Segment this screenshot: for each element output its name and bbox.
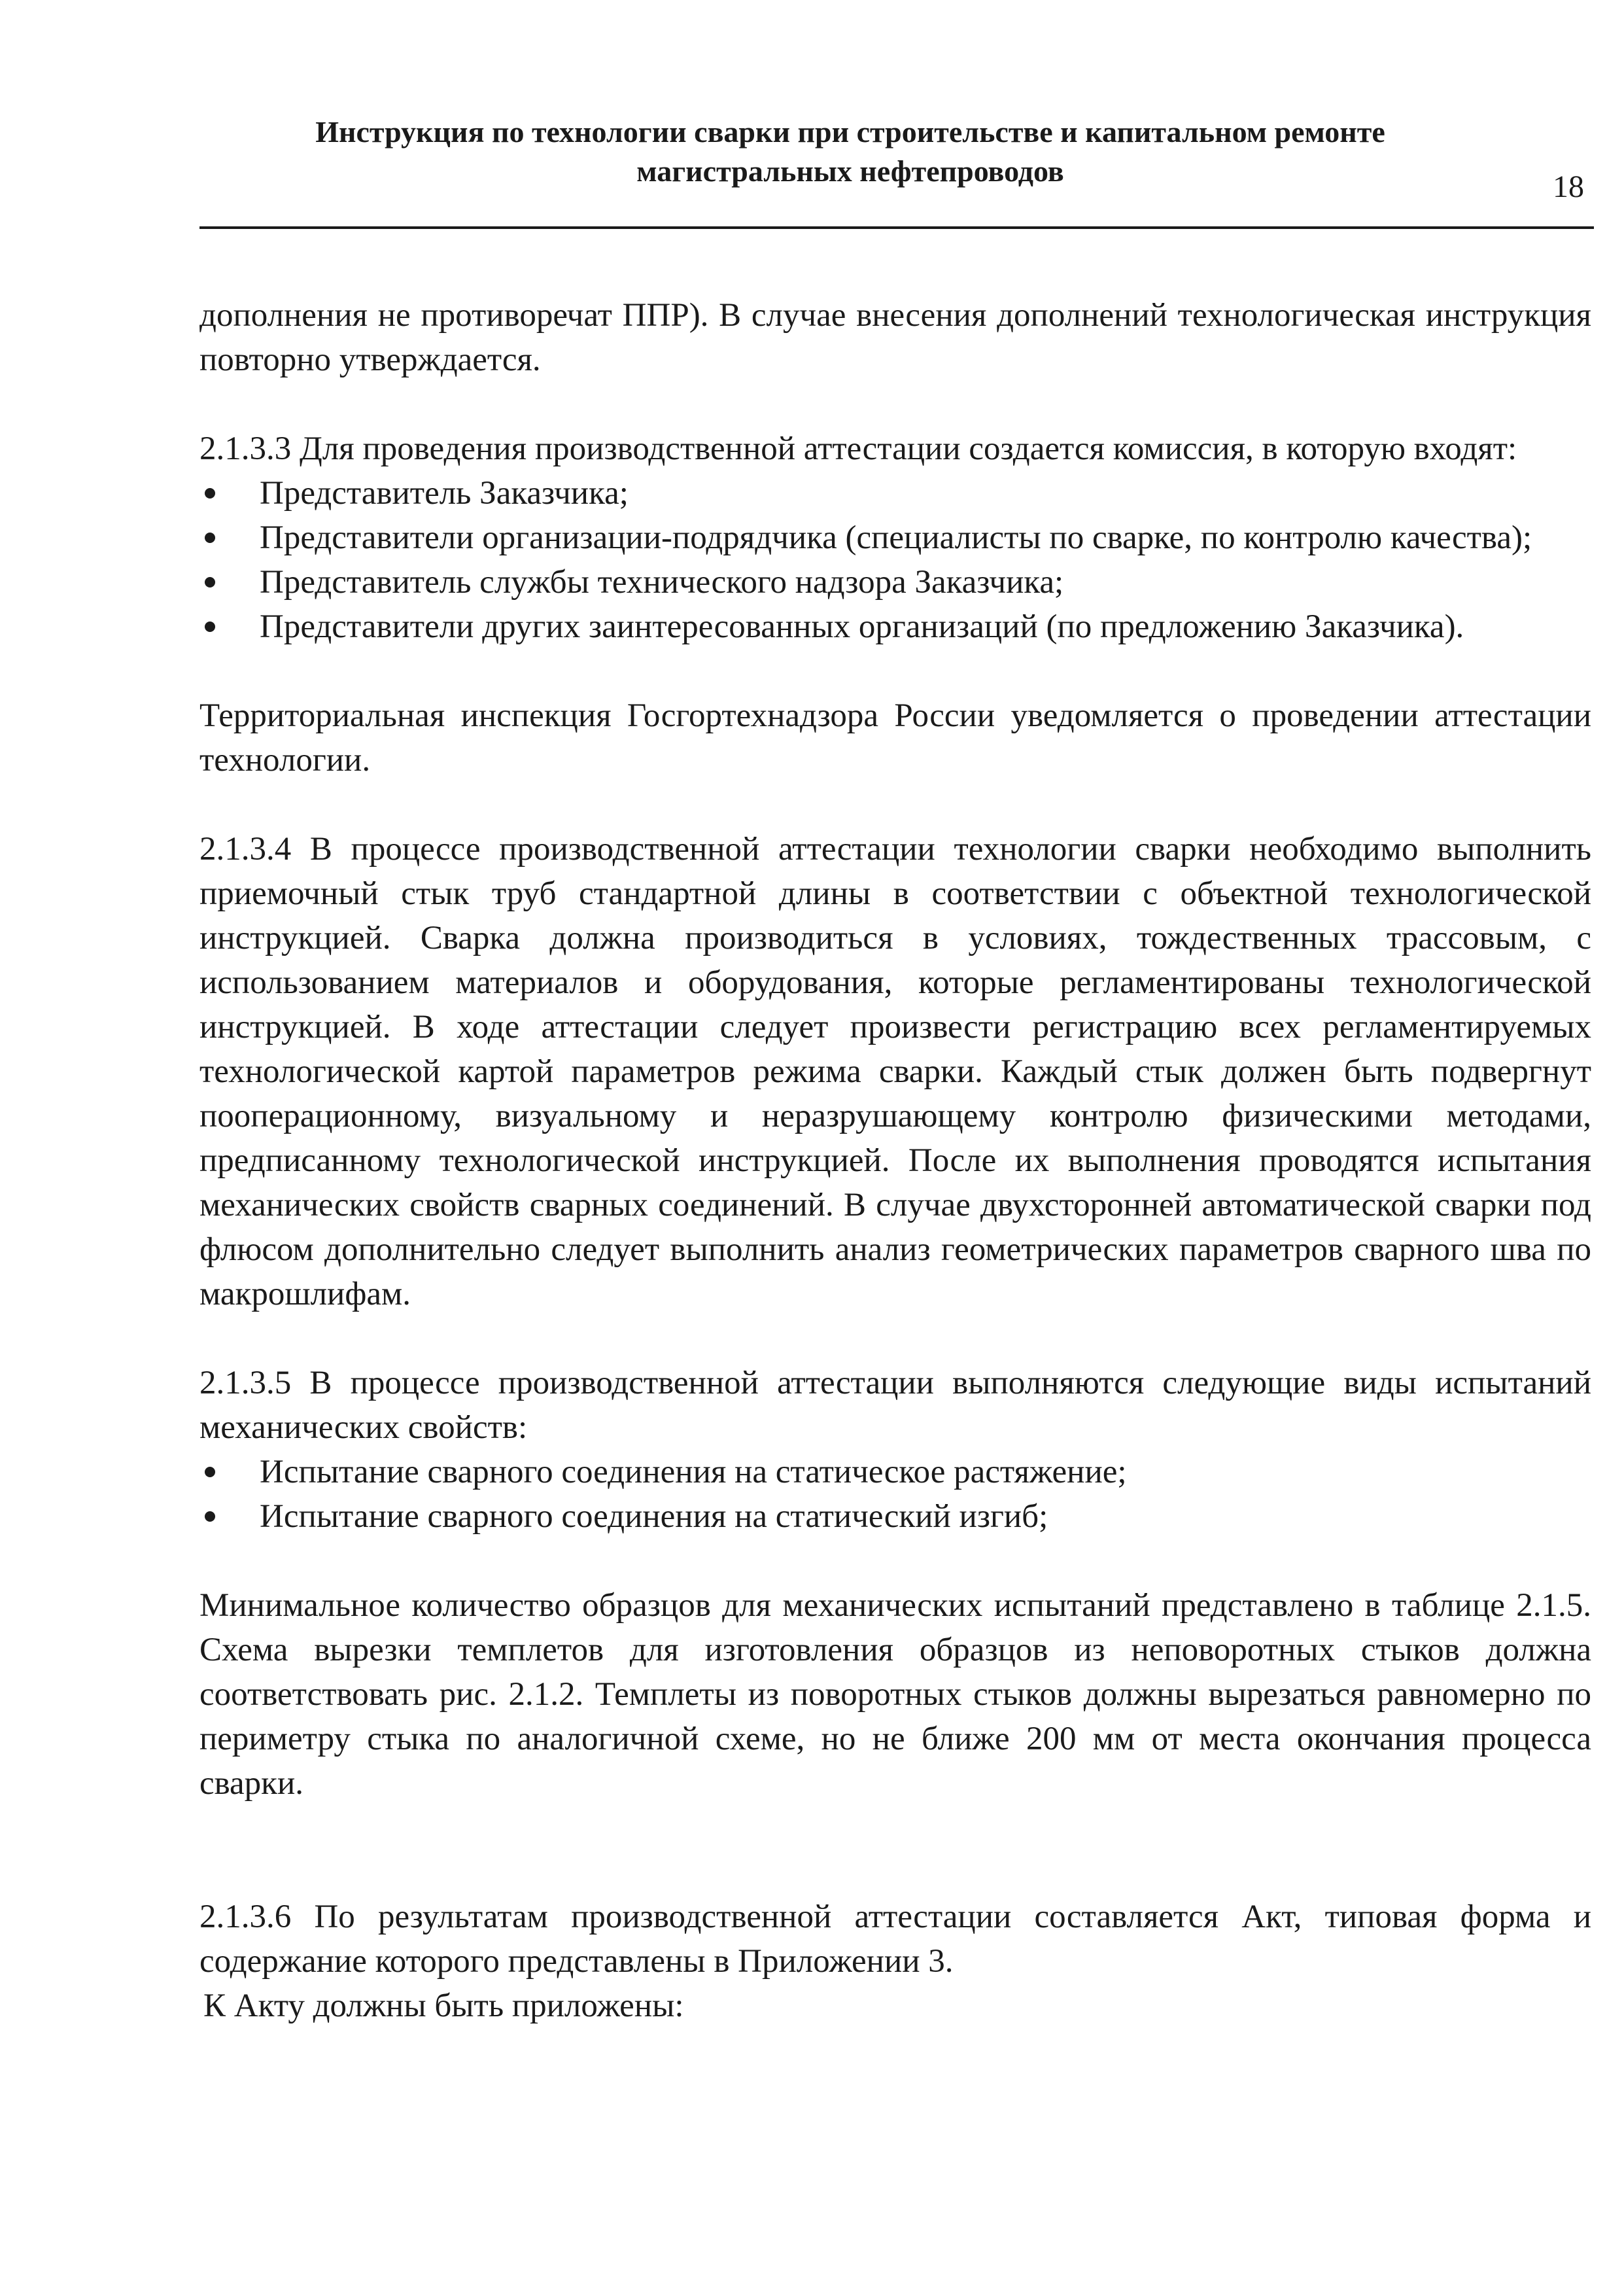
section-2-1-3-5-intro: 2.1.3.5 В процессе производственной аттестации выполняются следующие виды испытаний механических свойств: bbox=[199, 1365, 1591, 1446]
spacer bbox=[199, 1539, 1591, 1583]
list-item-text: Представители организации-подрядчика (специалисты по сварке, по контролю качества); bbox=[260, 519, 1532, 556]
header-divider bbox=[199, 226, 1594, 229]
section-2-1-3-6: 2.1.3.6 По результатам производственной аттестации составляется Акт, типовая форма и содержание которого представлены в Приложении 3. bbox=[199, 1899, 1591, 1980]
list-item bbox=[199, 1494, 1591, 1539]
section-2-1-3-4: 2.1.3.4 В процессе производственной аттестации технологии сварки необходимо выполнить приемочный стык труб стандартной длины в соответствии с объектной технологической инструкцией. Сварка должна производиться в условиях, тождественных трассовым, с использованием материалов и оборудования, которые регламентированы технологической инструкцией. В ходе аттестации следует произвести регистрацию всех регламентируемых технологической картой параметров режима сварки. Каждый стык должен быть подвергнут пооперационному, визуальному и неразрушающему контролю физическими методами, предписанному технологической инструкцией. После их выполнения проводятся испытания механических свойств сварных соединений. В случае двухсторонней автоматической сварки под флюсом дополнительно следует выполнить анализ геометрических параметров сварного шва по макрошлифам. bbox=[199, 831, 1591, 1312]
bullet-icon bbox=[205, 488, 215, 499]
header-title-line-2: магистральных нефтепроводов bbox=[636, 154, 1064, 188]
list-item-text: Представитель службы технического надзора Заказчика; bbox=[260, 564, 1064, 601]
spacer bbox=[199, 382, 1591, 427]
bullet-icon bbox=[205, 1467, 215, 1477]
paragraph-continuation: дополнения не противоречат ППР). В случае внесения дополнений технологическая инструкция повторно утверждается. bbox=[199, 297, 1591, 378]
list-item bbox=[199, 471, 1591, 516]
mechanical-tests-list bbox=[199, 1450, 1591, 1539]
page-number: 18 bbox=[1553, 169, 1584, 204]
page-body bbox=[199, 293, 1591, 2028]
bullet-icon bbox=[205, 1511, 215, 1522]
spacer bbox=[199, 649, 1591, 693]
paragraph-attachments: К Акту должны быть приложены: bbox=[203, 1988, 684, 2024]
list-item-text: Испытание сварного соединения на статический изгиб; bbox=[260, 1498, 1048, 1535]
spacer bbox=[199, 1806, 1591, 1895]
list-item-text: Представитель Заказчика; bbox=[260, 475, 629, 512]
list-item bbox=[199, 516, 1591, 560]
list-item bbox=[199, 604, 1591, 649]
list-item bbox=[199, 560, 1591, 604]
paragraph-minimum-samples: Минимальное количество образцов для механических испытаний представлено в таблице 2.1.5. Схема вырезки темплетов для изготовления образцов из неповоротных стыков должна соответствовать рис. 2.1.2. Темплеты из поворотных стыков должны вырезаться равномерно по периметру стыка по аналогичной схеме, но не ближе 200 мм от места окончания процесса сварки. bbox=[199, 1587, 1591, 1802]
list-item-text: Испытание сварного соединения на статическое растяжение; bbox=[260, 1454, 1127, 1490]
list-item-text: Представители других заинтересованных организаций (по предложению Заказчика). bbox=[260, 608, 1464, 645]
spacer bbox=[199, 782, 1591, 827]
bullet-icon bbox=[205, 577, 215, 587]
page-header bbox=[196, 113, 1504, 191]
list-item bbox=[199, 1450, 1591, 1494]
spacer bbox=[199, 1316, 1591, 1361]
paragraph-territorial-inspection: Территориальная инспекция Госгортехнадзора России уведомляется о проведении аттестации технологии. bbox=[199, 697, 1591, 779]
commission-members-list bbox=[199, 471, 1591, 649]
header-title-line-1: Инструкция по технологии сварки при строительстве и капитальном ремонте bbox=[315, 115, 1385, 149]
bullet-icon bbox=[205, 622, 215, 632]
bullet-icon bbox=[205, 533, 215, 543]
section-2-1-3-3-intro: 2.1.3.3 Для проведения производственной аттестации создается комиссия, в которую входят: bbox=[199, 430, 1517, 467]
